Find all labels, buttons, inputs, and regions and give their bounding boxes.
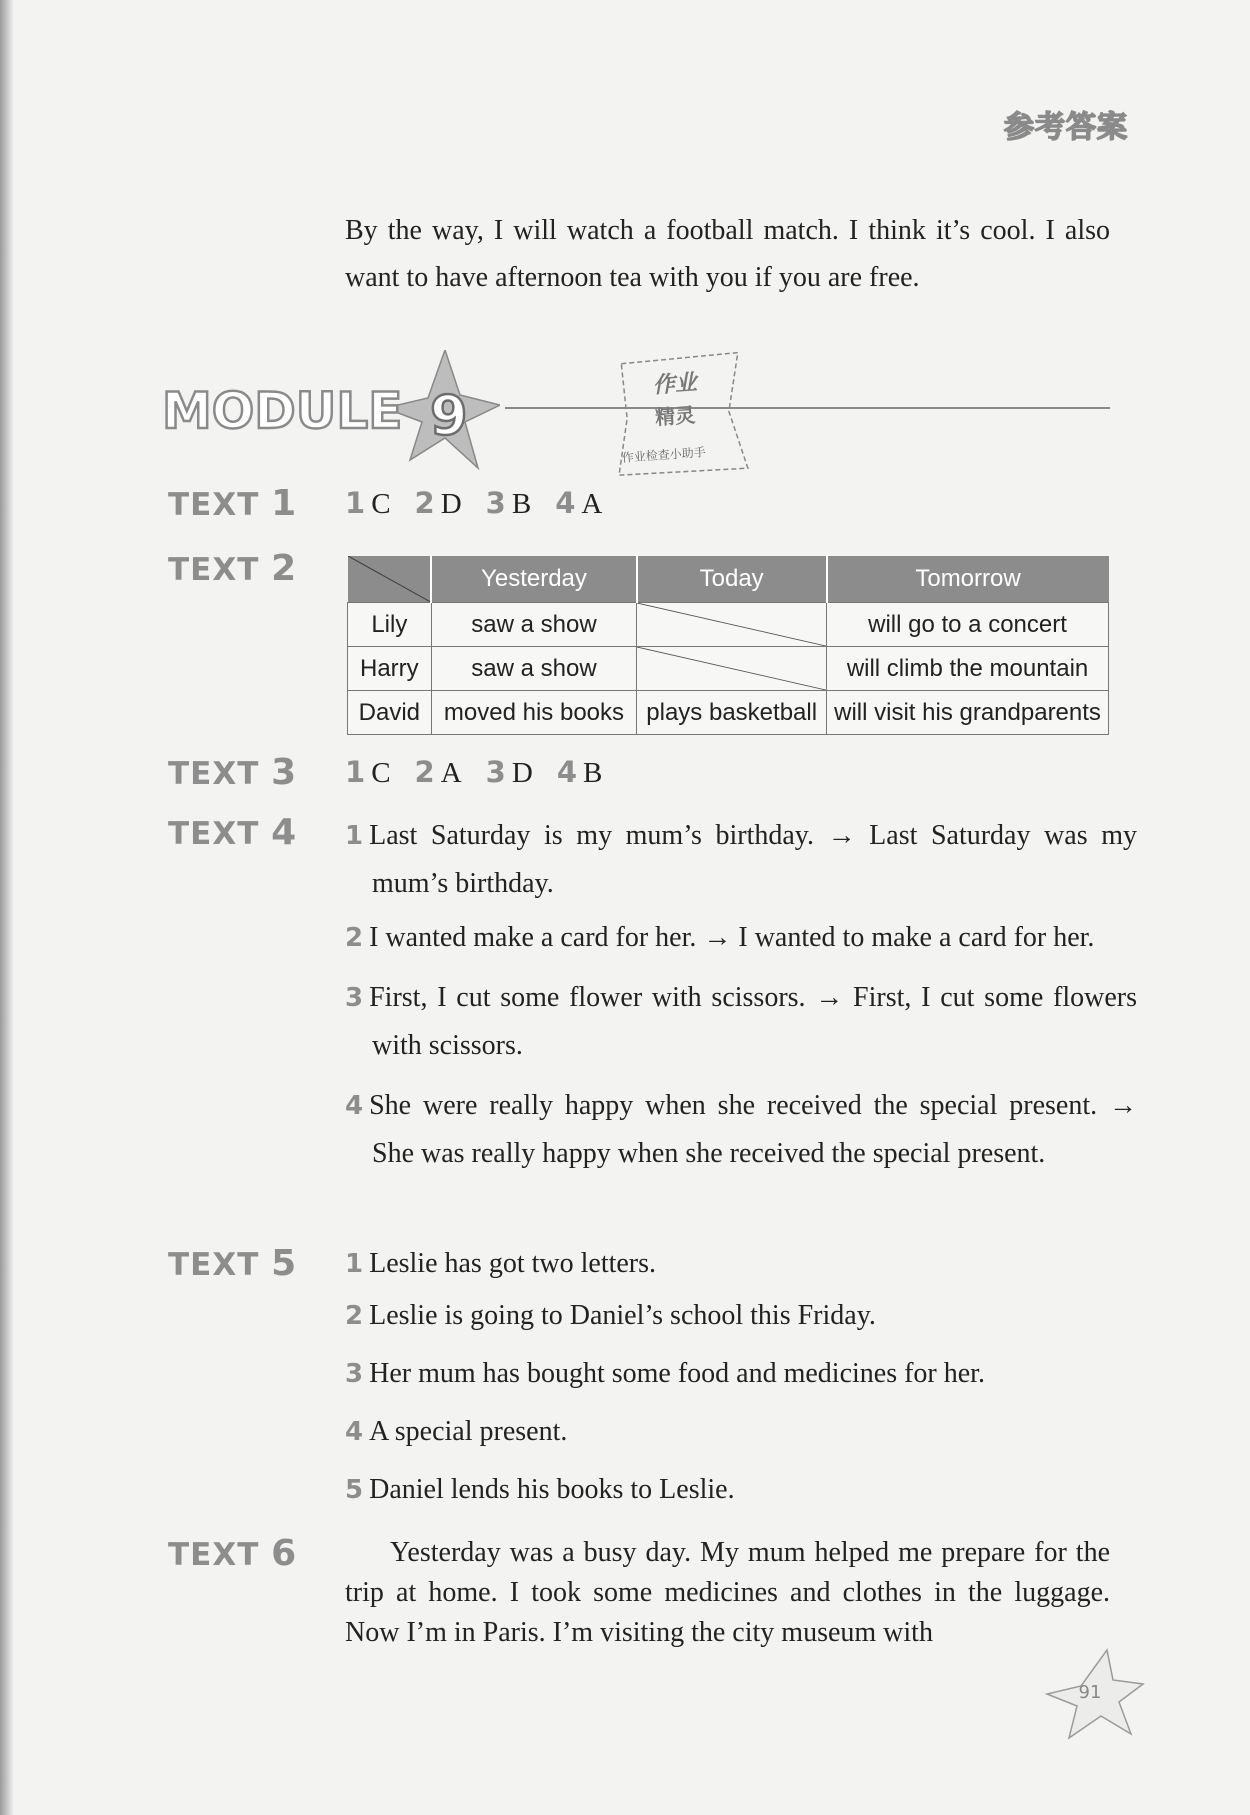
list-item: 2 I wanted make a card for her. → I wanted to make a card for her.	[345, 922, 1095, 953]
table-header-row	[348, 556, 1109, 603]
list-item: 1 Leslie has got two letters.	[345, 1248, 657, 1279]
text2-label: TEXT 2	[168, 548, 298, 589]
table-cell: moved his books	[431, 691, 637, 735]
table-row	[348, 647, 1109, 691]
badge-line3: 作业检查小助手	[621, 445, 707, 465]
module-logo	[160, 350, 500, 480]
table-header-cell: Yesterday	[431, 556, 637, 603]
answer-item: 3 B	[485, 486, 532, 520]
answer-item: 4 A	[555, 486, 603, 520]
badge-line2: 精灵	[654, 402, 696, 430]
answer-item: 3 D	[485, 755, 533, 789]
module-word: MODULE	[162, 382, 403, 440]
schedule-table	[347, 556, 1109, 735]
module-number: 9	[430, 384, 468, 447]
text3-answers	[345, 755, 602, 790]
text6-label: TEXT 6	[168, 1533, 298, 1574]
text5-label: TEXT 5	[168, 1243, 298, 1284]
answer-item: 1 C	[345, 486, 391, 520]
table-cell: will go to a concert	[827, 603, 1109, 647]
table-cell: Harry	[348, 647, 432, 691]
list-item: 3 Her mum has bought some food and medicines for her.	[345, 1358, 985, 1389]
text6-paragraph: Yesterday was a busy day. My mum helped me prepare for the trip at home. I took some medicines and clothes in the luggage. Now I’m in Paris. I’m visiting the city museum with	[345, 1537, 1110, 1648]
table-cell: will visit his grandparents	[827, 691, 1109, 735]
list-item: 1 Last Saturday is my mum’s birthday. → Last Saturday was my mum’s birthday.	[345, 820, 1137, 899]
list-item: 3 First, I cut some flower with scissors. → First, I cut some flowers with scissors.	[345, 982, 1137, 1061]
module-divider	[505, 407, 1110, 409]
text1-answers	[345, 486, 602, 521]
homework-badge	[603, 350, 751, 479]
answer-item: 1 C	[345, 755, 391, 789]
list-item: 5 Daniel lends his books to Leslie.	[345, 1474, 735, 1505]
list-item: 2 Leslie is going to Daniel’s school this Friday.	[345, 1300, 876, 1331]
table-header-cell: Today	[637, 556, 827, 603]
badge-line1: 作业	[652, 370, 698, 399]
answer-item: 4 B	[556, 755, 603, 789]
text4-label: TEXT 4	[168, 812, 298, 853]
table-cell: saw a show	[431, 603, 637, 647]
table-cell: will climb the mountain	[827, 647, 1109, 691]
text3-label: TEXT 3	[168, 752, 298, 793]
table-row	[348, 691, 1109, 735]
page-edge	[0, 0, 14, 1815]
table-cell-empty	[637, 603, 827, 647]
table-cell: saw a show	[431, 647, 637, 691]
table-header-cell: Tomorrow	[827, 556, 1109, 603]
answer-item: 2 D	[414, 486, 462, 520]
table-cell: plays basketball	[637, 691, 827, 735]
table-row	[348, 603, 1109, 647]
list-item: 4 She were really happy when she received the special present. → She was really happy when she received the special present.	[345, 1090, 1137, 1169]
table-cell-empty	[637, 647, 827, 691]
answer-item: 2 A	[414, 755, 462, 789]
text1-label: TEXT 1	[168, 483, 298, 524]
table-cell: Lily	[348, 603, 432, 647]
table-corner-cell	[348, 556, 432, 603]
intro-paragraph: By the way, I will watch a football match. I think it’s cool. I also want to have afternoon tea with you if you are free.	[345, 215, 1110, 293]
table-cell: David	[348, 691, 432, 735]
page-number: 91	[1078, 1682, 1102, 1703]
header-label: 参考答案	[1004, 110, 1128, 145]
list-item: 4 A special present.	[345, 1416, 568, 1447]
page-number-star	[1035, 1648, 1145, 1748]
